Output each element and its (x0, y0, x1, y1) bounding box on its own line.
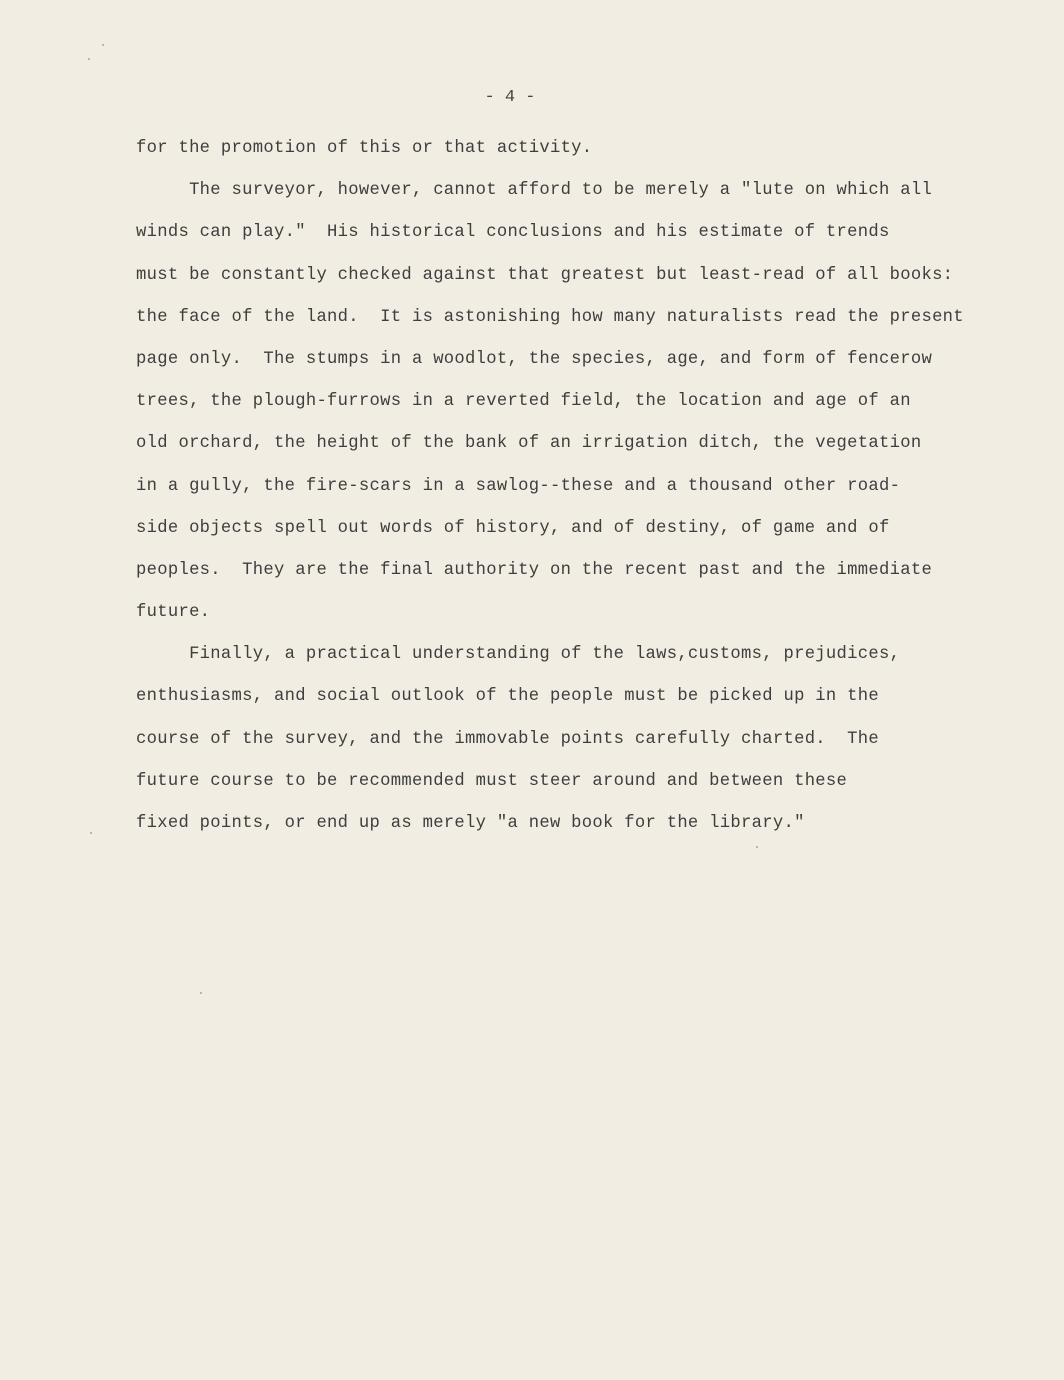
text-line: old orchard, the height of the bank of an irrigation ditch, the vegetation (136, 434, 922, 454)
paper-speck (200, 992, 202, 994)
paper-speck (90, 832, 92, 834)
text-line: trees, the plough-furrows in a reverted field, the location and age of an (136, 392, 911, 412)
text-line: fixed points, or end up as merely "a new book for the library." (136, 814, 805, 833)
text-line: side objects spell out words of history, and of destiny, of game and of (136, 518, 890, 538)
text-line: for the promotion of this or that activity. (136, 139, 593, 158)
text-line: the face of the land. It is astonishing how many naturalists read the present (136, 307, 964, 327)
body-text (136, 128, 996, 845)
paper-speck (102, 44, 104, 46)
text-line: future. (136, 603, 211, 623)
paper-speck (88, 58, 90, 60)
text-line: peoples. They are the final authority on the recent past and the immediate (136, 560, 933, 580)
text-line: enthusiasms, and social outlook of the people must be picked up in the (136, 687, 879, 707)
text-line: winds can play." His historical conclusions and his estimate of trends (136, 223, 890, 243)
text-line: Finally, a practical understanding of the laws,customs, prejudices, (136, 645, 901, 665)
text-line: The surveyor, however, cannot afford to be merely a "lute on which all (136, 181, 933, 201)
text-line: in a gully, the fire-scars in a sawlog--these and a thousand other road- (136, 476, 901, 496)
text-line: future course to be recommended must steer around and between these (136, 771, 848, 791)
page-number: - 4 - (484, 88, 536, 107)
paper-speck (756, 846, 758, 848)
text-line: course of the survey, and the immovable points carefully charted. The (136, 729, 879, 749)
text-line: page only. The stumps in a woodlot, the species, age, and form of fencerow (136, 349, 933, 369)
text-line: must be constantly checked against that greatest but least-read of all books: (136, 265, 954, 285)
